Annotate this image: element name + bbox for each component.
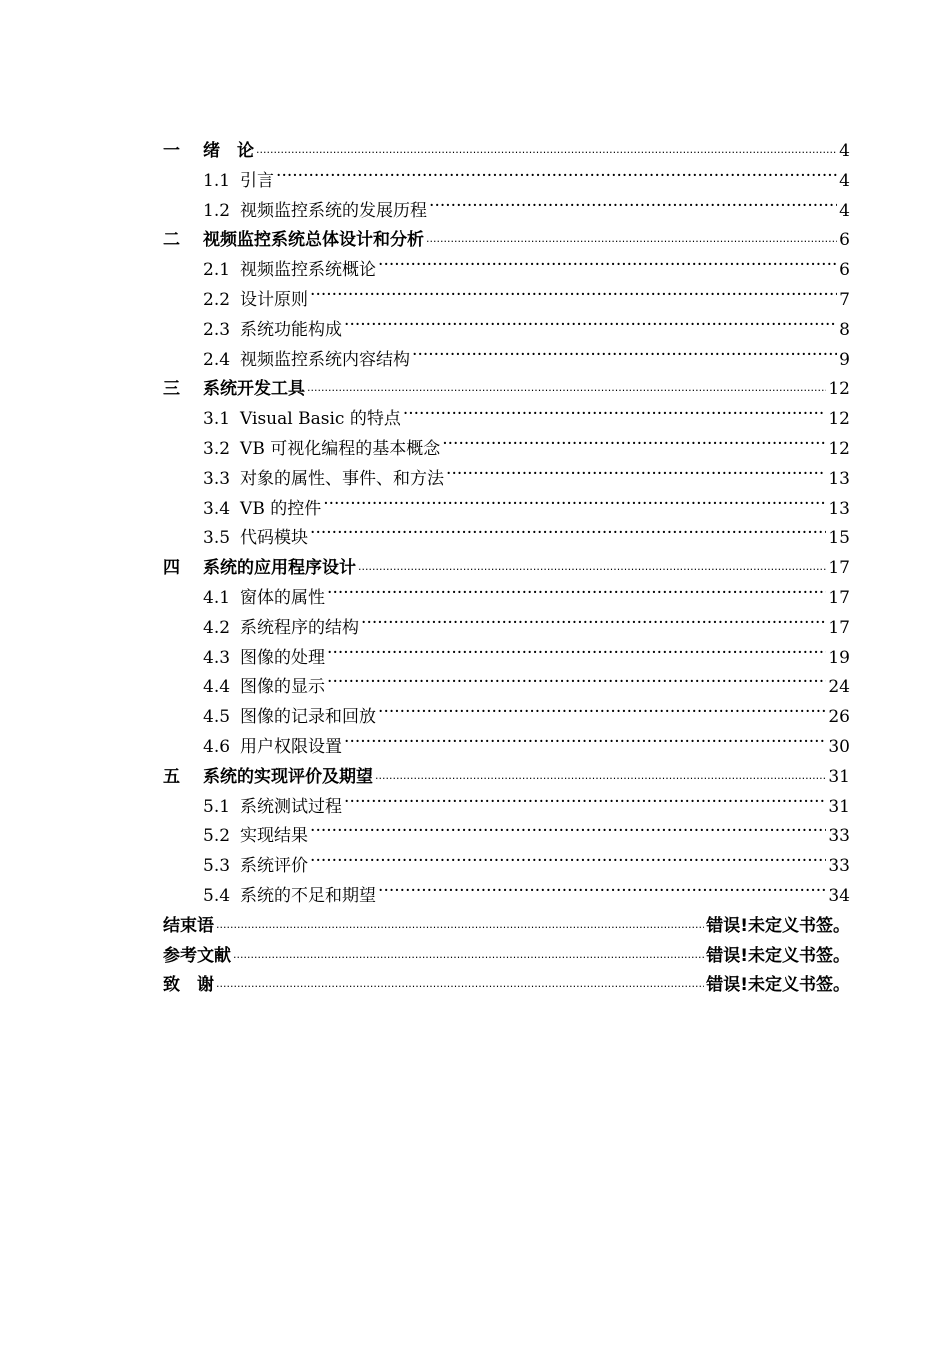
toc-entry-title: 对象的属性、事件、和方法 [240,468,445,489]
toc-dot-leader [442,437,826,454]
toc-dot-leader [344,735,826,752]
toc-dot-leader [310,824,826,841]
toc-dot-leader [216,914,704,931]
toc-section-entry[interactable] [163,732,850,762]
toc-entry-number: 5.2 [203,826,231,847]
toc-entry-number: 5.3 [203,856,231,877]
toc-entry-number: 4.3 [203,647,231,668]
toc-entry-number: 3.4 [203,498,231,519]
toc-entry-number: 2.2 [203,289,231,310]
toc-chapter-entry[interactable] [163,970,850,1000]
toc-dot-leader [429,199,837,216]
toc-dot-leader [375,765,826,782]
toc-entry-title: 参考文献 [163,945,231,966]
toc-dot-leader [216,973,704,990]
toc-section-entry[interactable] [163,315,850,345]
toc-entry-page-number: 7 [839,289,850,310]
toc-section-entry[interactable] [163,285,850,315]
toc-entry-number: 3.5 [203,528,231,549]
toc-dot-leader [412,348,837,365]
toc-entry-title: 致 谢 [163,975,214,996]
toc-entry-title: 系统程序的结构 [240,617,360,638]
toc-chapter-entry[interactable] [163,941,850,971]
toc-entry-number: 一 [163,141,180,161]
toc-entry-title: 系统功能构成 [240,319,343,340]
toc-dot-leader [310,526,826,543]
toc-entry-page-number: 26 [828,707,850,728]
toc-entry-title: 系统的应用程序设计 [203,558,356,579]
toc-entry-page-number: 4 [839,170,850,191]
toc-entry-page-number: 31 [828,766,850,787]
toc-entry-number: 4.2 [203,617,231,638]
toc-entry-page-number: 9 [839,349,850,370]
toc-entry-number: 3.2 [203,438,231,459]
toc-section-entry[interactable] [163,613,850,643]
toc-section-entry[interactable] [163,672,850,702]
toc-entry-title: 用户权限设置 [240,736,343,757]
toc-dot-leader [378,705,826,722]
toc-entry-page-number: 错误!未定义书签。 [706,915,850,936]
toc-entry-page-number: 24 [828,677,850,698]
toc-section-entry[interactable] [163,404,850,434]
toc-entry-title: 视频监控系统概论 [240,260,377,281]
toc-section-entry[interactable] [163,255,850,285]
toc-dot-leader [426,228,837,245]
toc-dot-leader [446,467,826,484]
toc-entry-page-number: 4 [839,141,850,161]
toc-entry-title: 系统开发工具 [203,379,305,400]
toc-section-entry[interactable] [163,821,850,851]
toc-entry-title: 系统评价 [240,856,309,877]
toc-entry-number: 3.1 [203,409,231,430]
toc-section-entry[interactable] [163,643,850,673]
toc-entry-number: 三 [163,379,180,400]
toc-entry-page-number: 17 [828,558,850,579]
toc-dot-leader [361,616,826,633]
toc-entry-page-number: 15 [828,528,850,549]
toc-entry-title: 图像的处理 [240,647,326,668]
toc-entry-number: 3.3 [203,468,231,489]
toc-entry-page-number: 13 [828,498,850,519]
toc-dot-leader [358,556,826,573]
toc-entry-number: 4.4 [203,677,231,698]
toc-entry-number: 二 [163,230,180,251]
toc-entry-title: 图像的显示 [240,677,326,698]
toc-dot-leader [344,318,837,335]
toc-section-entry[interactable] [163,434,850,464]
toc-chapter-entry[interactable] [163,553,850,583]
toc-section-entry[interactable] [163,702,850,732]
toc-dot-leader [233,944,704,961]
toc-entry-title: Visual Basic 的特点 [240,409,401,430]
toc-entry-number: 1.1 [203,170,231,191]
toc-entry-title: 实现结果 [240,826,309,847]
toc-entry-page-number: 12 [828,409,850,430]
toc-entry-title: 设计原则 [240,289,309,310]
toc-dot-leader [323,497,826,514]
toc-entry-page-number: 13 [828,468,850,489]
toc-entry-page-number: 19 [828,647,850,668]
toc-dot-leader [256,139,837,156]
toc-section-entry[interactable] [163,523,850,553]
toc-chapter-entry[interactable] [163,374,850,404]
toc-entry-number: 4.6 [203,736,231,757]
toc-dot-leader [310,854,826,871]
toc-section-entry[interactable] [163,881,850,911]
table-of-contents [163,136,850,1000]
toc-entry-number: 1.2 [203,200,231,221]
toc-entry-page-number: 6 [839,230,850,251]
toc-section-entry[interactable] [163,345,850,375]
toc-chapter-entry[interactable] [163,762,850,792]
toc-dot-leader [378,258,837,275]
toc-entry-number: 4.1 [203,587,231,608]
toc-entry-number: 五 [163,766,180,787]
toc-section-entry[interactable] [163,583,850,613]
toc-entry-page-number: 错误!未定义书签。 [706,945,850,966]
toc-entry-title: 图像的记录和回放 [240,707,377,728]
toc-entry-title: VB 可视化编程的基本概念 [240,438,441,459]
toc-entry-number: 5.1 [203,796,231,817]
toc-dot-leader [276,169,837,186]
toc-entry-page-number: 12 [828,379,850,400]
toc-entry-title: 视频监控系统的发展历程 [240,200,428,221]
toc-entry-title: 系统的实现评价及期望 [203,766,373,787]
toc-chapter-entry[interactable] [163,911,850,941]
toc-dot-leader [310,288,837,305]
toc-entry-title: VB 的控件 [240,498,322,519]
toc-entry-page-number: 4 [839,200,850,221]
toc-entry-title: 系统的不足和期望 [240,885,377,906]
toc-entry-title: 结束语 [163,915,214,936]
toc-entry-page-number: 33 [828,856,850,877]
toc-chapter-entry[interactable] [163,136,850,166]
toc-entry-page-number: 8 [839,319,850,340]
toc-entry-number: 4.5 [203,707,231,728]
toc-entry-title: 窗体的属性 [240,587,326,608]
toc-dot-leader [327,675,826,692]
toc-entry-page-number: 错误!未定义书签。 [706,975,850,996]
toc-dot-leader [344,795,826,812]
toc-entry-page-number: 33 [828,826,850,847]
toc-entry-number: 2.4 [203,349,231,370]
toc-entry-title: 绪 论 [203,141,254,161]
toc-dot-leader [327,646,826,663]
toc-entry-page-number: 17 [828,617,850,638]
toc-entry-page-number: 6 [839,260,850,281]
toc-entry-number: 2.1 [203,260,231,281]
toc-section-entry[interactable] [163,851,850,881]
toc-dot-leader [307,377,826,394]
toc-entry-number: 5.4 [203,885,231,906]
toc-entry-number: 2.3 [203,319,231,340]
toc-dot-leader [403,407,827,424]
toc-entry-page-number: 31 [828,796,850,817]
toc-section-entry[interactable] [163,792,850,822]
toc-entry-page-number: 30 [828,736,850,757]
toc-dot-leader [327,586,826,603]
toc-entry-page-number: 34 [828,885,850,906]
toc-dot-leader [378,884,826,901]
toc-section-entry[interactable] [163,196,850,226]
toc-entry-title: 代码模块 [240,528,309,549]
toc-entry-page-number: 17 [828,587,850,608]
toc-section-entry[interactable] [163,166,850,196]
toc-entry-title: 视频监控系统总体设计和分析 [203,230,424,251]
toc-section-entry[interactable] [163,464,850,494]
toc-entry-title: 系统测试过程 [240,796,343,817]
toc-entry-number: 四 [163,558,180,579]
toc-chapter-entry[interactable] [163,225,850,255]
toc-entry-title: 视频监控系统内容结构 [240,349,411,370]
toc-entry-page-number: 12 [828,438,850,459]
toc-entry-title: 引言 [240,170,275,191]
toc-section-entry[interactable] [163,494,850,524]
